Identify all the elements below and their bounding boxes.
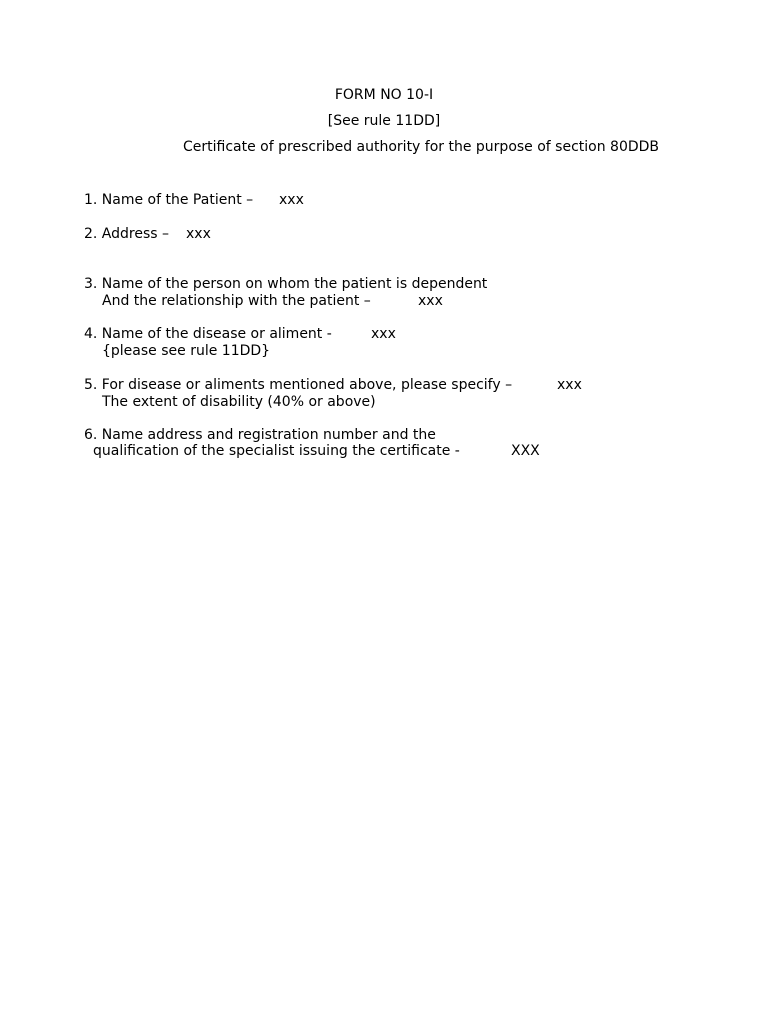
patient-name-value: xxx bbox=[279, 192, 304, 208]
disability-extent-note: The extent of disability (40% or above) bbox=[102, 394, 376, 410]
document-title: Certificate of prescribed authority for the purpose of section 80DDB bbox=[183, 139, 660, 155]
relationship-value: xxx bbox=[418, 293, 443, 309]
relationship-label: And the relationship with the patient – bbox=[102, 293, 371, 309]
address-label: 2. Address – bbox=[84, 226, 170, 242]
specialist-value: XXX bbox=[511, 443, 540, 459]
disease-value: xxx bbox=[371, 326, 396, 342]
disease-rule-note: {please see rule 11DD} bbox=[102, 343, 271, 359]
dependent-person-label: 3. Name of the person on whom the patient is dependent bbox=[84, 276, 488, 292]
disease-label: 4. Name of the disease or aliment - bbox=[84, 326, 332, 342]
patient-name-label: 1. Name of the Patient – bbox=[84, 192, 254, 208]
disability-value: xxx bbox=[557, 377, 582, 393]
rule-reference: [See rule 11DD] bbox=[327, 113, 441, 129]
form-number: FORM NO 10-I bbox=[334, 87, 434, 103]
specialist-label: 6. Name address and registration number and the bbox=[84, 427, 436, 443]
disability-label: 5. For disease or aliments mentioned above, please specify – bbox=[84, 377, 513, 393]
address-value: xxx bbox=[186, 226, 211, 242]
specialist-qualification-label: qualification of the specialist issuing the certificate - bbox=[93, 443, 460, 459]
